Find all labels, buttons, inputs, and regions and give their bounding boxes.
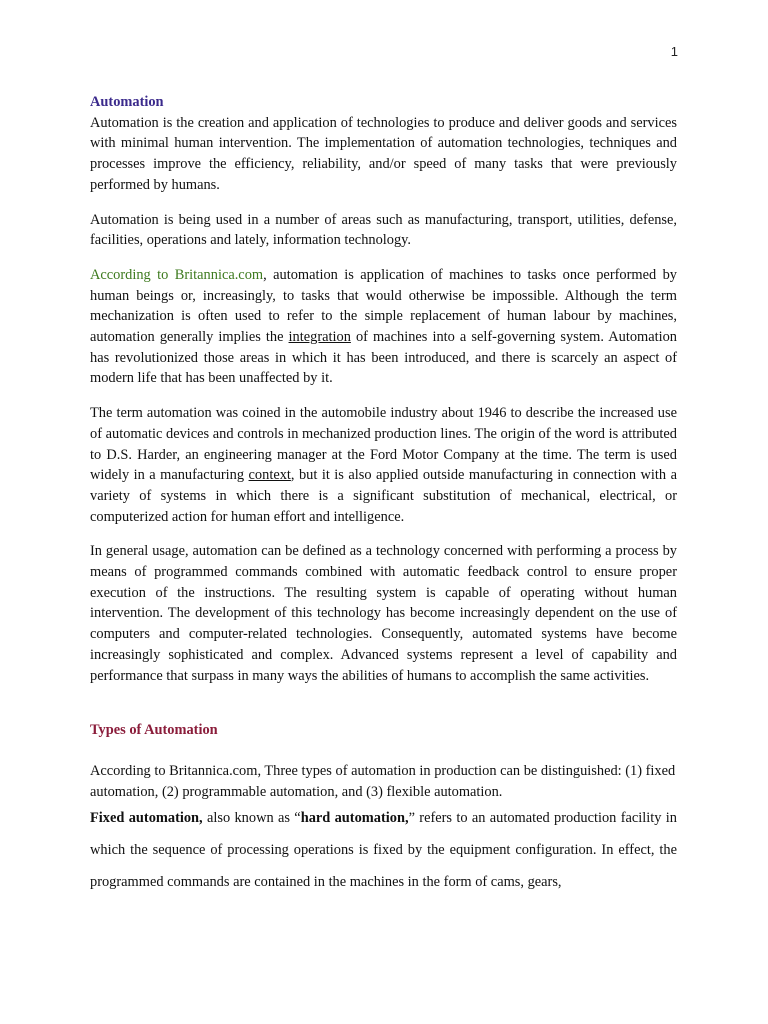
paragraph-history-text-b: , but it is also applied outside manufacturing in connection with a variety of systems in which there is a significant substitution of mechanical, electrical, or computerized action for human effort and intelligence. [90, 467, 677, 525]
heading-types-of-automation: Types of Automation [90, 722, 218, 739]
paragraph-history-text-a: The term automation was coined in the automobile industry about 1946 to describe the increased use of automatic devices and controls in mechanized production lines. The origin of the word is attributed to D.S. Harder, an engineering manager at the Ford Motor Company at the time. The term is used widely in a manufacturing [90, 405, 677, 484]
paragraph-history [90, 403, 677, 527]
paragraph-britannica-text-a: , automation is application of machines to tasks once performed by human beings or, increasingly, to tasks that would otherwise be impossible. Although the term mechanization is often used to refer to the simple replacement of human labour by machines, automation generally implies the [90, 266, 677, 346]
britannica-source-link[interactable]: According to Britannica.com [90, 266, 264, 283]
paragraph-types-intro: According to Britannica.com, Three types of automation in production can be distinguished: (1) fixed automation, (2) programmable automation, and (3) flexible automation. [90, 762, 676, 800]
fixed-text-a: also known as “ [202, 810, 301, 827]
paragraph-general-usage: In general usage, automation can be defined as a technology concerned with performing a process by means of programmed commands combined with automatic feedback control to ensure proper execution of the instructions. The resulting system is capable of operating without human intervention. The development of this technology has become increasingly dependent on the use of computers and computer-related technologies. Consequently, automated systems have become increasingly sophisticated and complex. Advanced systems represent a level of capability and performance that surpass in many ways the abilities of humans to accomplish the same activities. [90, 543, 677, 684]
paragraph-britannica [90, 265, 677, 389]
heading-automation: Automation [90, 94, 164, 110]
term-fixed-automation: Fixed automation, [90, 810, 203, 827]
page-number: 1 [670, 44, 678, 59]
paragraph-fixed-automation [90, 802, 677, 898]
fixed-text-b: ” refers to an automated production facility in which the sequence of processing operations is fixed by the equipment configuration. In effect, the programmed commands are contained in the machines in the form of cams, gears, [90, 810, 677, 891]
context-link[interactable]: context [248, 467, 291, 484]
integration-link[interactable]: integration [288, 329, 351, 346]
paragraph-definition: Automation is the creation and application of technologies to produce and deliver goods and services with minimal human intervention. The implementation of automation technologies, techniques and processes improve the efficiency, reliability, and/or speed of many tasks that were previously performed by humans. [90, 114, 677, 193]
term-hard-automation: hard automation, [300, 810, 409, 827]
paragraph-britannica-text-b: of machines into a self-governing system. Automation has revolutionized those areas in which it has been introduced, and there is scarcely an aspect of modern life that has been unaffected by it. [90, 329, 677, 387]
paragraph-areas: Automation is being used in a number of areas such as manufacturing, transport, utilities, defense, facilities, operations and lately, information technology. [90, 211, 677, 249]
document-body [90, 92, 677, 898]
